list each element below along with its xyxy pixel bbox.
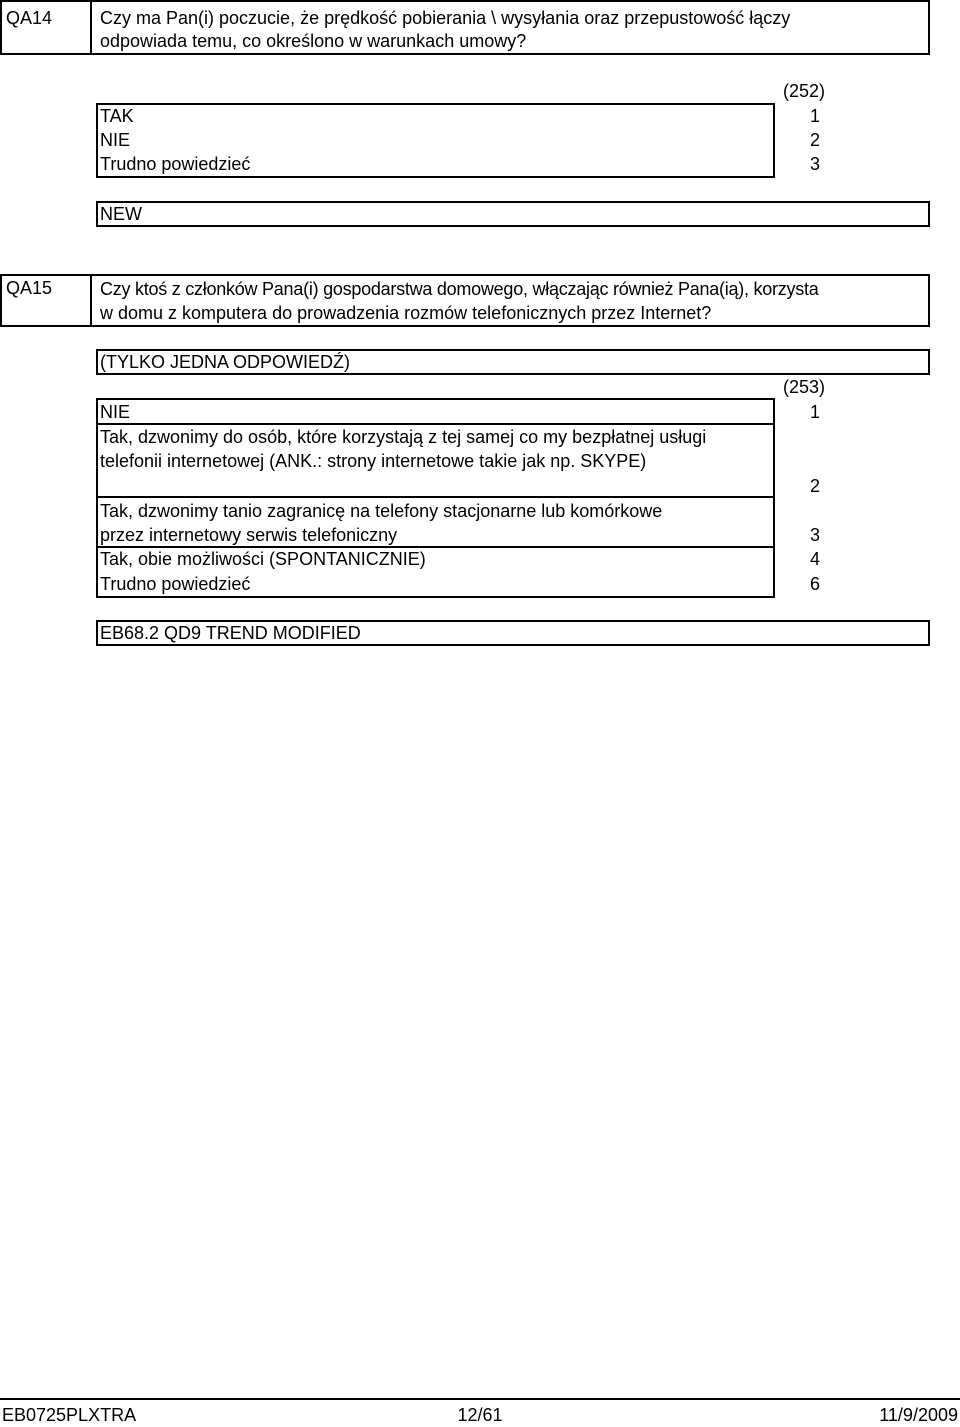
qa15-answer-1-label: NIE bbox=[100, 402, 131, 422]
qa15-answer-3-label-line2: przez internetowy serwis telefoniczny bbox=[100, 525, 398, 545]
qa15-answer-box-1 bbox=[96, 398, 775, 425]
qa15-note: EB68.2 QD9 TREND MODIFIED bbox=[100, 623, 361, 643]
qa14-note: NEW bbox=[100, 204, 142, 224]
qa15-answer-2-label-line1: Tak, dzwonimy do osób, które korzystają z tej samej co my bezpłatnej usługi bbox=[100, 427, 707, 447]
qa15-answer-2-label-line2: telefonii internetowej (ANK.: strony internetowe takie jak np. SKYPE) bbox=[100, 451, 647, 471]
qa14-answer-2-label: NIE bbox=[100, 130, 131, 150]
qa14-code: QA14 bbox=[6, 8, 53, 28]
qa15-answer-5-label: Trudno powiedzieć bbox=[100, 574, 251, 594]
qa15-question-line1: Czy ktoś z członków Pana(i) gospodarstwa domowego, włączając również Pana(ią), korzysta bbox=[100, 279, 819, 299]
footer-doc-id: EB0725PLXTRA bbox=[2, 1405, 137, 1425]
qa14-var-code: (252) bbox=[782, 81, 825, 101]
footer-rule bbox=[0, 1398, 960, 1400]
qa14-answer-1-code: 1 bbox=[809, 106, 820, 126]
qa14-answer-3-label: Trudno powiedzieć bbox=[100, 154, 251, 174]
qa15-code: QA15 bbox=[6, 278, 53, 298]
qa15-answer-2-code: 2 bbox=[809, 476, 820, 496]
qa14-note-box bbox=[96, 201, 930, 227]
qa14-question-line1: Czy ma Pan(i) poczucie, że prędkość pobierania \ wysyłania oraz przepustowość łączy bbox=[100, 8, 791, 28]
qa14-answer-2-code: 2 bbox=[809, 130, 820, 150]
qa15-answer-5-code: 6 bbox=[809, 574, 820, 594]
qa15-instruction: (TYLKO JEDNA ODPOWIEDŹ) bbox=[100, 352, 351, 372]
qa15-var-code: (253) bbox=[782, 377, 825, 397]
footer-date: 11/9/2009 bbox=[879, 1405, 958, 1425]
footer-page-number: 12/61 bbox=[457, 1405, 503, 1425]
qa15-question-line2: w domu z komputera do prowadzenia rozmów telefonicznych przez Internet? bbox=[100, 303, 712, 323]
qa15-answer-4-label: Tak, obie możliwości (SPONTANICZNIE) bbox=[100, 549, 426, 569]
qa15-answer-4-code: 4 bbox=[809, 549, 820, 569]
qa14-answer-3-code: 3 bbox=[809, 154, 820, 174]
qa14-answer-1-label: TAK bbox=[100, 106, 134, 126]
qa14-question-line2: odpowiada temu, co określono w warunkach umowy? bbox=[100, 31, 527, 51]
qa15-answer-1-code: 1 bbox=[809, 402, 820, 422]
qa15-answer-3-code: 3 bbox=[809, 525, 820, 545]
qa15-answer-3-label-line1: Tak, dzwonimy tanio zagranicę na telefony stacjonarne lub komórkowe bbox=[100, 501, 663, 521]
